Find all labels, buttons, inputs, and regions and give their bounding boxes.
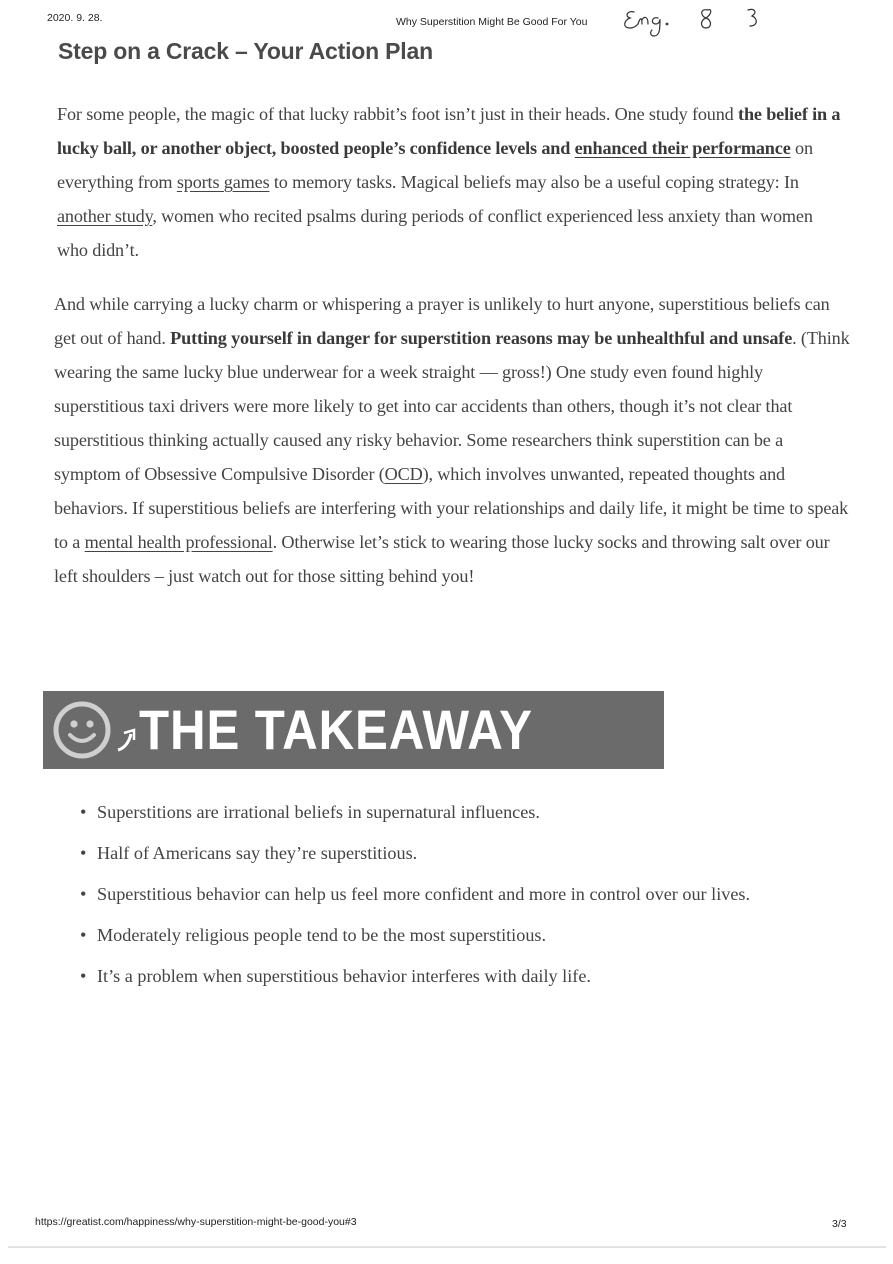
text: , women who recited psalms during periods of conflict experienced less anxiety than women who didn’t. [57, 206, 813, 260]
arrow-up-right-icon [115, 724, 139, 754]
text: on everything from [57, 138, 813, 192]
list-item [75, 838, 835, 869]
list-item-text: It’s a problem when superstitious behavior interferes with daily life. [97, 966, 591, 986]
bullet-icon: • [80, 802, 87, 822]
text: . (Think wearing the same lucky blue underwear for a week straight — gross!) One study even found highly superstitious taxi drivers were more likely to get into car accidents than others, though it’s not clear that superstitious thinking actually caused any risky behavior. Some researchers think superstition can be a symptom of Obsessive Compulsive Disorder ( [54, 328, 850, 484]
footer-url: https://greatist.com/happiness/why-superstition-might-be-good-you#3 [35, 1216, 357, 1228]
text: And while carrying a lucky charm or whispering a prayer is unlikely to hurt anyone, superstitious beliefs can get out of hand. [54, 294, 830, 348]
text: ), which involves unwanted, repeated thoughts and behaviors. If superstitious beliefs are interfering with your relationships and daily life, it might be time to speak to a [54, 464, 849, 552]
print-header-title: Why Superstition Might Be Good For You [396, 16, 588, 28]
bullet-icon: • [80, 925, 87, 945]
text: For some people, the magic of that lucky rabbit’s foot isn’t just in their heads. One study found [57, 104, 739, 124]
list-item-text: Superstitious behavior can help us feel more confident and more in control over our lives. [97, 884, 751, 904]
list-item-text: Moderately religious people tend to be the most superstitious. [97, 925, 547, 945]
takeaway-banner [43, 691, 664, 769]
handwritten-note [620, 2, 780, 46]
page-number: 3/3 [832, 1218, 847, 1230]
link-sports-games[interactable]: sports games [176, 172, 270, 192]
list-item [75, 920, 835, 951]
bullet-icon: • [80, 843, 87, 863]
paragraph-risks [54, 287, 854, 593]
link-another-study[interactable]: another study [57, 206, 153, 226]
section-title: Step on a Crack – Your Action Plan [58, 38, 433, 64]
paragraph-benefits [57, 97, 847, 267]
bold-warning: Putting yourself in danger for superstition reasons may be unhealthful and unsafe [170, 328, 793, 348]
bold-claim: the belief in a lucky ball, or another object, boosted people’s confidence levels and [57, 104, 841, 158]
takeaway-list [75, 797, 835, 1002]
list-item [75, 961, 835, 992]
link-enhanced-performance[interactable]: enhanced their performance [574, 138, 791, 158]
list-item [75, 879, 835, 910]
takeaway-heading: THE TAKEAWAY [139, 698, 533, 761]
smiley-face-icon [51, 699, 113, 761]
text: to memory tasks. Magical beliefs may also be a useful coping strategy: In [269, 172, 799, 192]
link-ocd[interactable]: OCD [384, 464, 423, 484]
link-mental-health-professional[interactable]: mental health professional [84, 532, 273, 552]
footer-divider [8, 1246, 886, 1248]
list-item-text: Half of Americans say they’re superstitious. [97, 843, 418, 863]
list-item [75, 797, 835, 828]
print-date: 2020. 9. 28. [47, 12, 103, 24]
bullet-icon: • [80, 966, 87, 986]
text: . Otherwise let’s stick to wearing those lucky socks and throwing salt over our left shoulders – just watch out for those sitting behind you! [54, 532, 830, 586]
list-item-text: Superstitions are irrational beliefs in supernatural influences. [97, 802, 540, 822]
bullet-icon: • [80, 884, 87, 904]
